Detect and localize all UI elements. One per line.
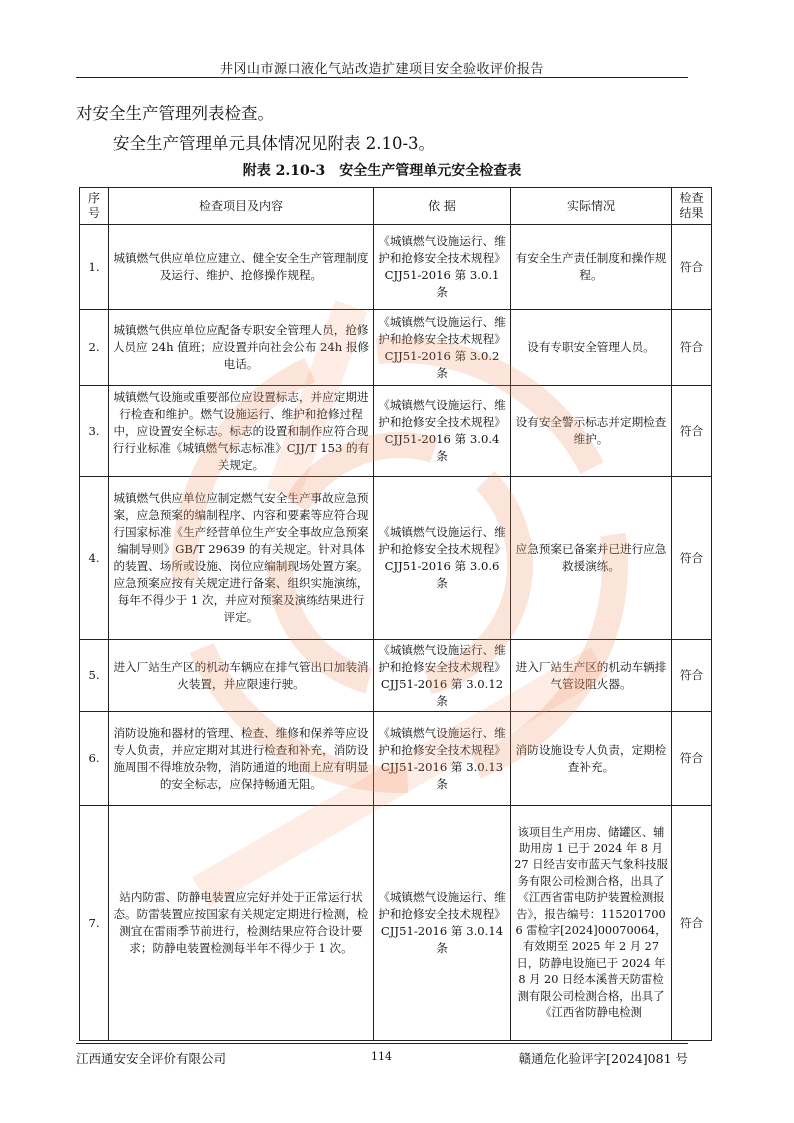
row-actual: 消防设施设专人负责，定期检查补充。: [511, 712, 672, 806]
header-actual: 实际情况: [511, 188, 672, 225]
row-actual: 该项目生产用房、储罐区、辅助用房 1 已于 2024 年 8 月 27 日经吉安市蓝天气象科技服务有限公司检测合格，出具了《江西省雷电防护装置检测报告》，报告编号：1152017006 雷检字[2024]00070064，有效期至 2025 年 2 月 27 日，防静电设施已于 2024 年 8 月 20 日经本溪普天防雷检测有限公司检测合格，出具了《江西省防静电检测: [511, 806, 672, 1041]
row-no: 4.: [80, 477, 109, 640]
row-no: 1.: [80, 225, 109, 310]
table-row: [80, 640, 712, 712]
header-no: 序号: [80, 188, 109, 225]
row-basis: 《城镇燃气设施运行、维护和抢修安全技术规程》CJJ51-2016 第 3.0.14 条: [374, 806, 511, 1041]
footer-company: 江西通安安全评价有限公司: [76, 1051, 227, 1066]
body-paragraph-1: 对安全生产管理列表检查。: [76, 104, 274, 123]
row-item: 城镇燃气供应单位应制定燃气安全生产事故应急预案，应急预案的编制程序、内容和要素等应符合现行国家标准《生产经营单位生产安全事故应急预案编制导则》GB/T 29639 的有关规定。针对具体的装置、场所或设施、岗位应编制现场处置方案。应急预案应按有关规定进行备案、组织实施演练，每年不得少于 1 次，并应对预案及演练结果进行评定。: [109, 477, 374, 640]
row-result: 符合: [672, 806, 712, 1041]
row-actual: 应急预案已备案并已进行应急救援演练。: [511, 477, 672, 640]
row-item: 城镇燃气供应单位应建立、健全安全生产管理制度及运行、维护、抢修操作规程。: [109, 225, 374, 310]
row-no: 5.: [80, 640, 109, 712]
table-row: [80, 477, 712, 640]
row-actual: 有安全生产责任制度和操作规程。: [511, 225, 672, 310]
row-result: 符合: [672, 712, 712, 806]
row-basis: 《城镇燃气设施运行、维护和抢修安全技术规程》CJJ51-2016 第 3.0.12 条: [374, 640, 511, 712]
header-result: 检查结果: [672, 188, 712, 225]
page-header: 井冈山市源口液化气站改造扩建项目安全验收评价报告: [219, 62, 544, 77]
table-row: [80, 310, 712, 386]
header-divider: [76, 77, 688, 78]
table-caption: 附表 2.10-3 安全生产管理单元安全检查表: [242, 163, 522, 179]
row-basis: 《城镇燃气设施运行、维护和抢修安全技术规程》CJJ51-2016 第 3.0.4 条: [374, 386, 511, 477]
row-item: 消防设施和器材的管理、检查、维修和保养等应设专人负责，并应定期对其进行检查和补充，消防设施周围不得堆放杂物，消防通道的地面上应有明显的安全标志，应保持畅通无阻。: [109, 712, 374, 806]
row-item: 城镇燃气设施或重要部位应设置标志，并应定期进行检查和维护。燃气设施运行、维护和抢修过程中，应设置安全标志。标志的设置和制作应符合现行行业标准《城镇燃气标志标准》CJJ/T 153 的有关规定。: [109, 386, 374, 477]
header-basis: 依 据: [374, 188, 511, 225]
body-paragraph-2: 安全生产管理单元具体情况见附表 2.10-3。: [113, 134, 436, 153]
header-item: 检查项目及内容: [109, 188, 374, 225]
row-result: 符合: [672, 386, 712, 477]
row-basis: 《城镇燃气设施运行、维护和抢修安全技术规程》CJJ51-2016 第 3.0.6 条: [374, 477, 511, 640]
table-row: [80, 386, 712, 477]
row-basis: 《城镇燃气设施运行、维护和抢修安全技术规程》CJJ51-2016 第 3.0.1 条: [374, 225, 511, 310]
row-no: 6.: [80, 712, 109, 806]
row-no: 7.: [80, 806, 109, 1041]
row-actual: 进入厂站生产区的机动车辆排气管设阻火器。: [511, 640, 672, 712]
row-item: 站内防雷、防静电装置应完好并处于正常运行状态。防雷装置应按国家有关规定定期进行检测，检测宜在雷雨季节前进行，检测结果应符合设计要求；防静电装置检测每半年不得少于 1 次。: [109, 806, 374, 1041]
row-result: 符合: [672, 310, 712, 386]
row-no: 2.: [80, 310, 109, 386]
footer-report-code: 赣通危化验评字[2024]081 号: [518, 1051, 688, 1066]
row-no: 3.: [80, 386, 109, 477]
table-row: [80, 806, 712, 1041]
row-item: 城镇燃气供应单位应配备专职安全管理人员，抢修人员应 24h 值班；应设置并向社会公布 24h 报修电话。: [109, 310, 374, 386]
row-basis: 《城镇燃气设施运行、维护和抢修安全技术规程》CJJ51-2016 第 3.0.2 条: [374, 310, 511, 386]
page-number: 114: [371, 1050, 392, 1063]
row-result: 符合: [672, 477, 712, 640]
row-result: 符合: [672, 225, 712, 310]
footer-divider: [76, 1043, 688, 1044]
row-item: 进入厂站生产区的机动车辆应在排气管出口加装消火装置，并应限速行驶。: [109, 640, 374, 712]
row-actual: 设有安全警示标志并定期检查维护。: [511, 386, 672, 477]
table-row: [80, 712, 712, 806]
table-row: [80, 225, 712, 310]
safety-check-table: [79, 187, 712, 1041]
row-basis: 《城镇燃气设施运行、维护和抢修安全技术规程》CJJ51-2016 第 3.0.13 条: [374, 712, 511, 806]
row-actual: 设有专职安全管理人员。: [511, 310, 672, 386]
row-result: 符合: [672, 640, 712, 712]
